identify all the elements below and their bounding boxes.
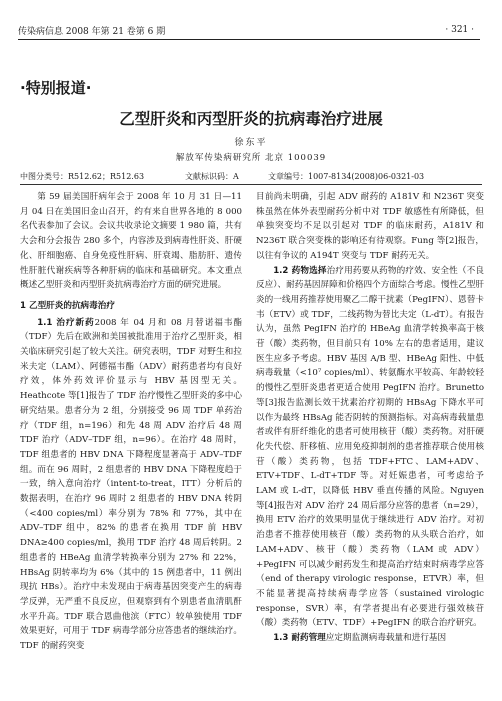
affiliation: 解放军传染病研究所 北京 100039 [175,153,327,163]
heading-hbv-treatment: 1 乙型肝炎的抗病毒治疗 [20,300,115,311]
article-number: 文章编号：1007-8134(2008)06-0321-03 [268,172,425,181]
new-drugs-text: 2008 年 04 月和 08 月替诺福韦酯（TDF）先后在欧洲和美国被批准用于治疗乙型肝炎，相关临床研究引起了较大关注。研究表明，TDF 对野生和拉米夫定（LAM）、阿德福韦酯（ADV）耐药患者均有良好疗效，体外药效评价显示与 HBV 基因型无关。Heathcote 等[1]报告了 TDF 治疗慢性乙型肝炎的多中心研究结果。患者分为 2 组，分别接受 96 周 TDF 单药治疗（TDF 组，n=196）和先 48 周 ADV 治疗后 48 周 TDF 治疗（ADV–TDF 组，n=96）。在治疗 48 周时，TDF 组患者的 HBV DNA 下降程度显著高于 ADV–TDF 组。而在 96 周时，2 组患者的 HBV DNA 下降程度趋于一致，纳入意向治疗（intent-to-treat，ITT）分析后的数据表明，在治疗 96 周时 2 组患者的 HBV DNA 转阴（<400 copies/ml）率分别为 78% 和 77%，其中在 ADV–TDF 组中，82% 的患者在换用 TDF 前 HBV DNA≥400 copies/ml，换用 TDF 治疗 48 周后转阴。2 组患者的 HBeAg 血清学转换率分别为 27% 和 22%，HBsAg 阴转率均为 6%（其中的 15 例患者中，11 例出现抗 HBs）。治疗中未发现由于病毒基因突变产生的病毒学反弹，无严重不良反应，但观察到有个别患者血清肌酐水平升高。TDF 联合恩曲他滨（FTC）较单独使用 TDF 效果更好，可用于 TDF 病毒学部分应答患者的继续治疗。TDF 的耐药突变 [20,317,243,652]
right-column [256,190,484,646]
header-rule [18,39,480,40]
author: 徐东平 [234,138,268,148]
article-title: 乙型肝炎和丙型肝炎的抗病毒治疗进展 [119,110,383,128]
subheading-drug-selection: 1.2 药物选择 [273,265,327,276]
paragraph-new-drugs [20,316,242,654]
subheading-resistance: 1.3 耐药管理 [273,633,326,644]
resistance-text: 应定期监测病毒载量和进行基因 [325,633,447,644]
left-column [20,190,242,654]
document-code: 文献标识码：A [185,172,239,181]
meta-rule [20,184,482,185]
drug-selection-text: 治疗用药要从药物的疗效、安全性（不良反应）、耐药基因屏障和价格四个方面综合考虑。慢性乙型肝炎的一线用药推荐使用聚乙二醇干扰素（PegIFN）、恩替卡韦（ETV）或 TDF，二线药物为替比夫定（L-dT）。有报告认为，虽然 PegIFN 治疗的 HBeAg 血清学转换率高于核苷（酸）类药物，但目前只有 10% 左右的患者适用，建议医生应多予考虑。HBV 基因 A/B 型、HBeAg 阳性、中低病毒载量（<10⁷ copies/ml）、转氨酶水平较高、年龄较轻的慢性乙型肝炎患者更适合使用 PegIFN 治疗。Brunetto 等[3]报告监测长效干扰素治疗初期的 HBsAg 下降水平可以作为最终 HBsAg 能否阴转的预测指标。对高病毒载量患者或伴有肝纤维化的患者可使用核苷（酸）类药物。对肝硬化失代偿、肝移植、应用免疫抑制剂的患者推荐联合使用核苷（酸）类药物，包括 TDF+FTC、LAM+ADV、ETV+TDF、L-dT+TDF 等。对妊娠患者，可考虑给予 LAM 或 L-dT，以降低 HBV 垂直传播的风险。Nguyen 等[4]报告对 ADV 治疗 24 周后部分应答的患者（n=29），换用 ETV 治疗的效果明显优于继续进行 ADV 治疗。对初治患者不推荐使用核苷（酸）类药物的从头联合治疗，如 LAM+ADV、核苷（酸）类药物（LAM 或 ADV）+PegIFN 可以减少耐药发生和提高治疗结束时病毒学应答（end of therapy virologic response，ETVR）率，但不能显著提高持续病毒学应答（sustained virologic response，SVR）率，有学者提出有必要进行强效核苷（酸）类药物（ETV、TDF）+PegIFN 的联合治疗研究。 [256,265,484,629]
continued-paragraph: 目前尚未明确，引起 ADV 耐药的 A181V 和 N236T 突变株虽然在体外表型耐药分析中对 TDF 敏感性有所降低，但单独突变均不足以引起对 TDF 的临床耐药，A181V 和 N236T 联合突变株的影响还有待观察。Fung 等[2]报告，以往有争议的 A194T 突变与 TDF 耐药无关。 [256,192,484,261]
intro-paragraph: 第 59 届美国肝病年会于 2008 年 10 月 31 日—11 月 04 日在美国旧金山召开，约有来自世界各地的 8 000 名代表参加了会议。会议共收录论文摘要 1 980 篇，共有大会和分会报告 280 多个，内容涉及到病毒性肝炎、肝硬化、肝细胞癌、自身免疫性肝病、肝衰竭、脂肪肝、遗传性肝脏代谢疾病等各种肝病的临床和基础研究。本文重点概述乙型肝炎和丙型肝炎抗病毒治疗方面的研究进展。 [20,192,242,291]
journal-running-header: 传染病信息 2008 年第 21 卷第 6 期 [18,27,166,37]
subheading-new-drugs: 1.1 治疗新药 [37,317,95,328]
paragraph-drug-selection [256,264,484,632]
section-label: ·特别报道· [20,79,92,97]
paragraph-resistance [256,631,484,646]
page-number: · 321 · [445,25,474,35]
clc-number: 中图分类号：R512.62；R512.63 [20,172,145,181]
